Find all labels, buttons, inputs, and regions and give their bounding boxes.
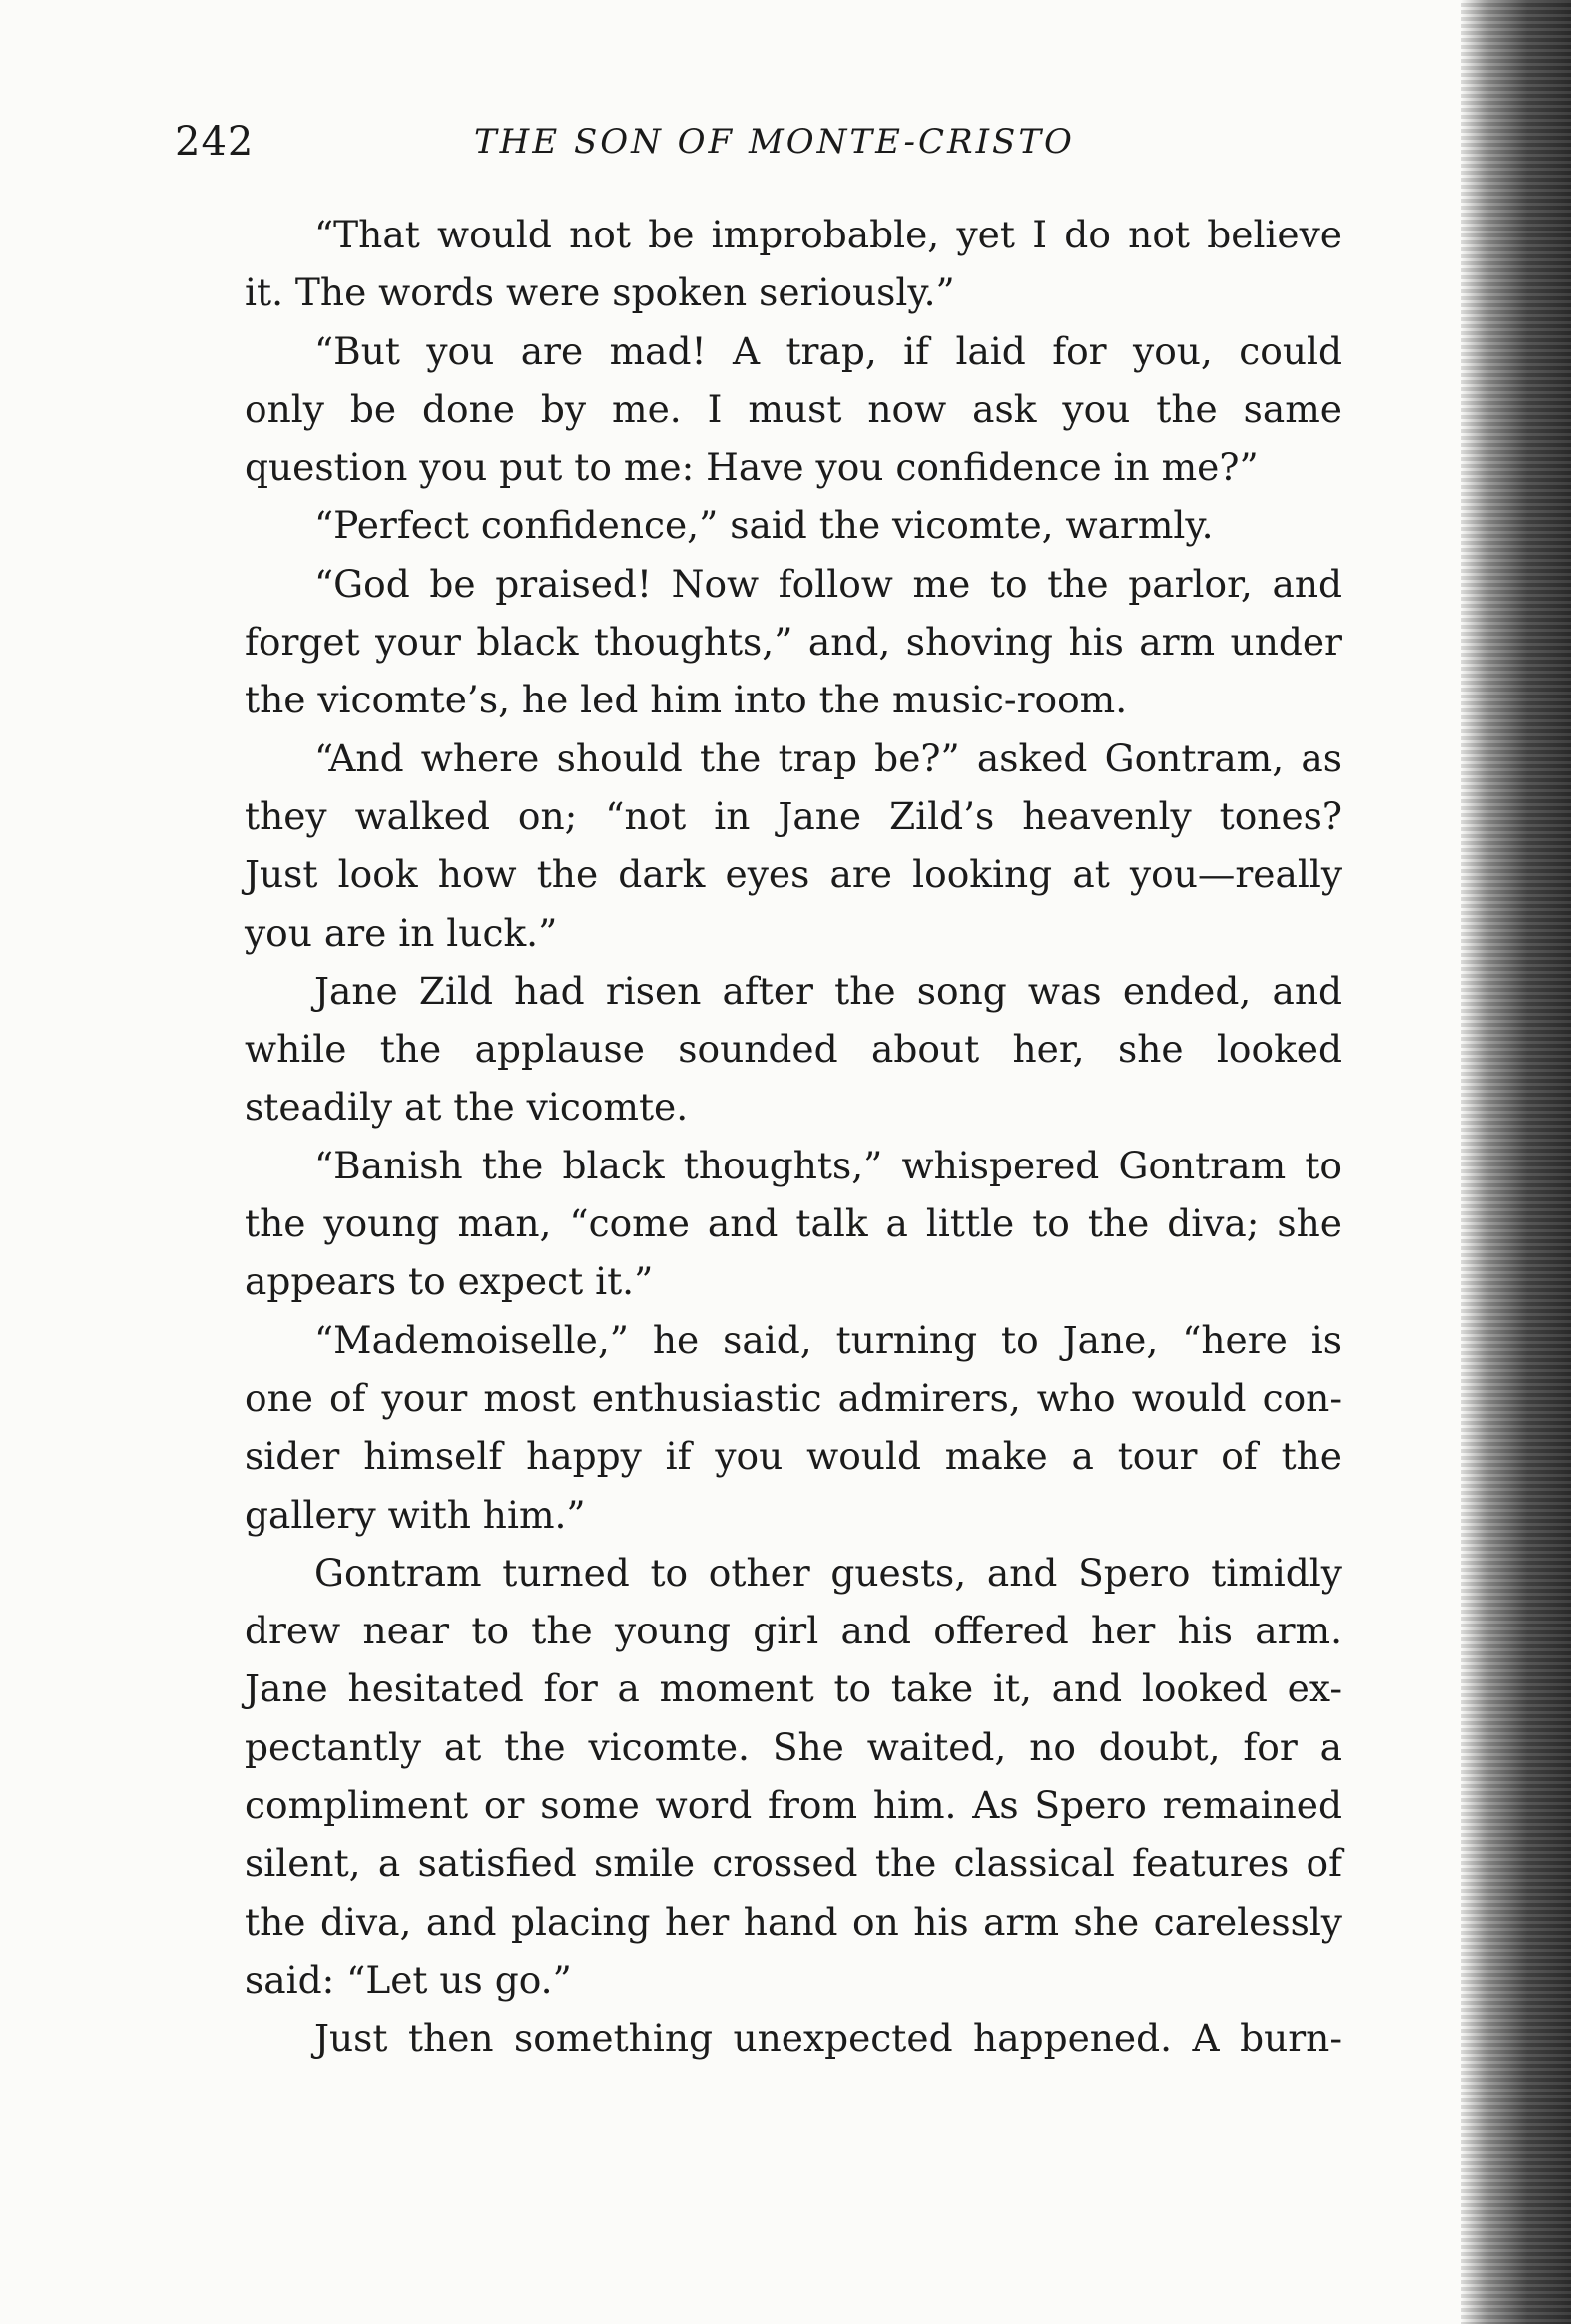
text-line: question you put to me: Have you confidence in me?” — [245, 445, 1259, 490]
text-line: “That would not be improbable, yet I do not believe — [314, 213, 1342, 256]
paragraph — [175, 555, 1342, 729]
text-line: compliment or some word from him. As Spero remained — [245, 1783, 1342, 1828]
text-line: the diva, and placing her hand on his arm she carelessly — [245, 1899, 1342, 1944]
text-line: Just look how the dark eyes are looking at you—really — [245, 852, 1342, 897]
text-line: “Banish the black thoughts,” whispered Gontram to — [314, 1143, 1342, 1187]
text-line: one of your most enthusiastic admirers, who would con- — [245, 1375, 1342, 1420]
text-line: you are in luck.” — [245, 910, 558, 955]
text-line: silent, a satisfied smile crossed the classical features of — [245, 1841, 1342, 1886]
paragraph — [175, 2009, 1342, 2067]
paragraph — [175, 729, 1342, 962]
text-line: “Perfect confidence,” said the vicomte, warmly. — [314, 503, 1214, 548]
text-line: pectantly at the vicomte. She waited, no doubt, for a — [245, 1724, 1342, 1769]
text-line: Jane Zild had risen after the song was ended, and — [314, 968, 1342, 1013]
text-line: drew near to the young girl and offered her his arm. — [245, 1609, 1342, 1653]
text-line: said: “Let us go.” — [245, 1957, 572, 2002]
text-line: it. The words were spoken seriously.” — [245, 270, 955, 315]
paragraph — [175, 322, 1342, 497]
text-line: the young man, “come and talk a little to the diva; she — [245, 1201, 1342, 1246]
running-title: THE SON OF MONTE-CRISTO — [474, 122, 1075, 162]
page-binding-edge — [1461, 0, 1571, 2324]
text-line: appears to expect it.” — [245, 1259, 654, 1304]
text-line: forget your black thoughts,” and, shoving his arm under — [245, 620, 1342, 665]
text-line: Jane hesitated for a moment to take it, and looked ex- — [245, 1666, 1342, 1711]
text-line: “Mademoiselle,” he said, turning to Jane, “here is — [314, 1317, 1342, 1362]
text-line: “God be praised! Now follow me to the parlor, and — [314, 561, 1342, 606]
paragraph — [175, 1137, 1342, 1311]
text-line: Gontram turned to other guests, and Spero timidly — [314, 1550, 1342, 1595]
text-line: only be done by me. I must now ask you the same — [245, 386, 1342, 431]
paragraph — [175, 496, 1342, 554]
text-line: they walked on; “not in Jane Zild’s heavenly tones? — [245, 793, 1342, 838]
text-line: the vicomte’s, he led him into the music-room. — [245, 678, 1128, 722]
paragraph — [175, 1544, 1342, 2009]
text-line: “But you are mad! A trap, if laid for you, could — [314, 328, 1342, 373]
text-line: sider himself happy if you would make a tour of the — [245, 1434, 1342, 1479]
text-line: Just then something unexpected happened. A burn- — [314, 2016, 1342, 2061]
text-body — [175, 206, 1342, 2068]
page-header — [175, 112, 1347, 172]
paragraph — [175, 206, 1342, 322]
text-line: “And where should the trap be?” asked Gontram, as — [314, 735, 1342, 780]
text-line: steadily at the vicomte. — [245, 1085, 689, 1130]
paragraph — [175, 1311, 1342, 1544]
text-line: gallery with him.” — [245, 1492, 586, 1537]
page-number: 242 — [175, 119, 255, 165]
text-line: while the applause sounded about her, she looked — [245, 1027, 1342, 1072]
paragraph — [175, 962, 1342, 1137]
